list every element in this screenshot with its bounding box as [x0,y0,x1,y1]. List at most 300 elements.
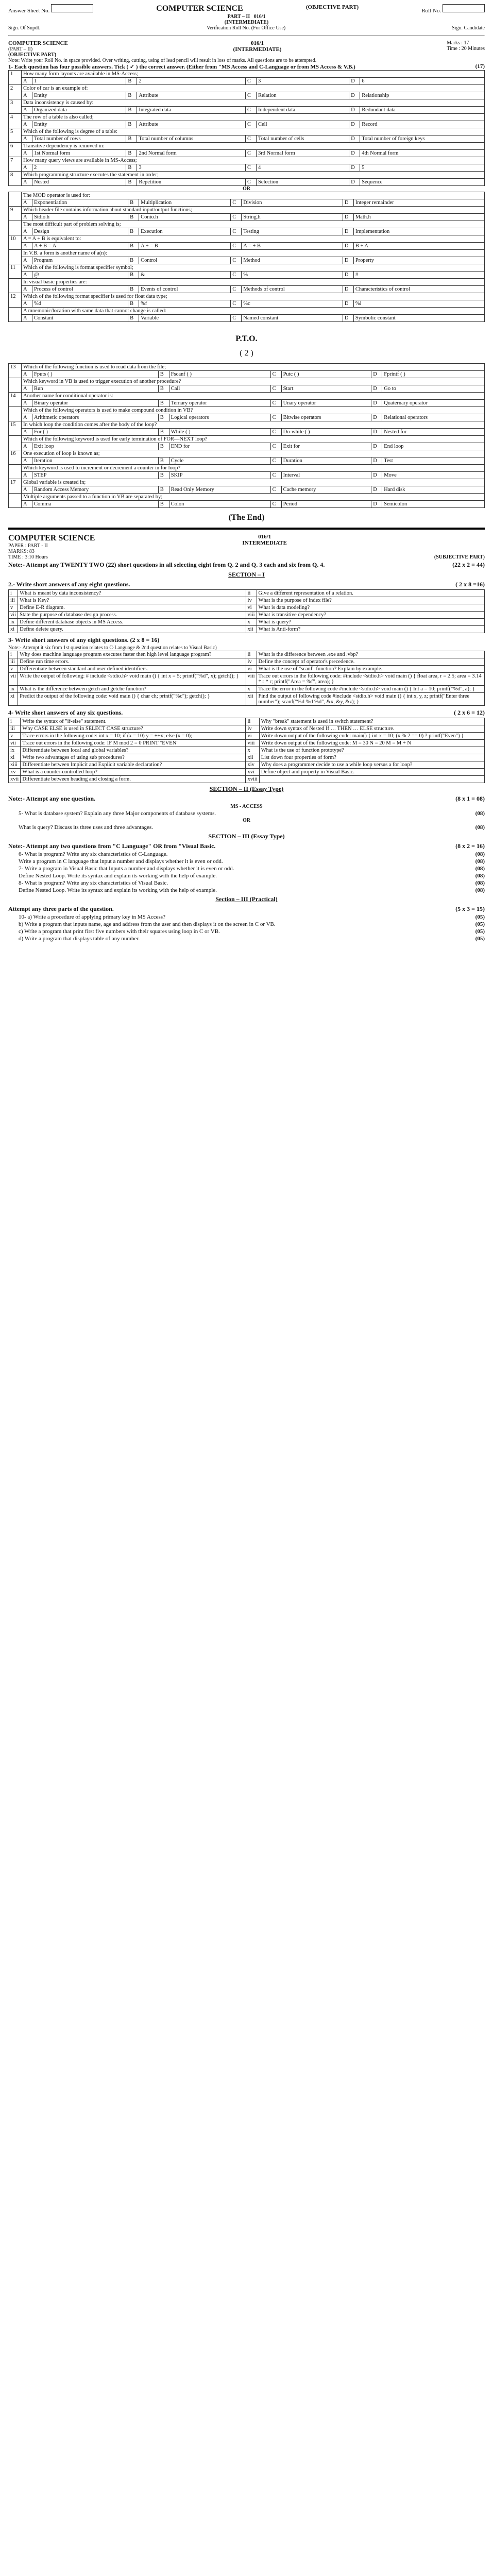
option-choice[interactable]: Division [242,199,343,207]
option-choice[interactable]: 3rd Normal form [257,150,349,157]
option-choice[interactable]: Multiplication [139,199,231,207]
question-number [9,407,22,421]
question-number: x [246,686,257,693]
option-choice[interactable]: Cell [257,121,349,128]
q5b: What is query? Discuss its three uses and three advantages. (08) [19,824,485,831]
option-choice[interactable]: Fprintf ( ) [382,371,485,378]
option-choice[interactable]: 2 [32,164,126,172]
option-letter: A [22,92,32,99]
question-number: i [9,718,21,725]
option-letter: B [126,92,137,99]
question-number [9,221,22,235]
section-1: SECTION – I [228,571,265,578]
option-letter: A [22,199,32,207]
option-choice[interactable]: Start [281,385,371,393]
option-letter: B [128,272,139,279]
mcq-options-row [9,400,485,407]
option-choice[interactable]: Call [169,385,270,393]
option-choice[interactable]: Exit loop [32,443,159,450]
short-question-row [9,619,485,626]
option-choice[interactable]: Redundant data [360,107,485,114]
question-text: Another name for conditional operator is: [22,393,485,400]
option-choice[interactable]: 4 [257,164,349,172]
mcq-question-row [9,364,485,371]
mcq-question-row [9,479,485,486]
question-text: The row of a table is also called; [22,114,485,121]
option-choice[interactable]: Testing [242,228,343,235]
mcq-table-2 [8,192,485,322]
option-choice[interactable]: Semicolon [382,501,485,508]
option-letter: B [128,199,139,207]
option-choice[interactable]: Exit for [281,443,371,450]
option-choice[interactable]: Independent data [257,107,349,114]
option-letter: A [22,107,32,114]
question-text: Write the syntax of "if-else" statement. [21,718,246,725]
option-choice[interactable]: Entity [32,92,126,99]
question-number: ii [246,590,257,597]
question-number: x [246,747,259,754]
roll-no: Roll No. [421,4,485,14]
option-choice[interactable]: Integer remainder [353,199,484,207]
question-text: What is the difference between getch and getche function? [18,686,246,693]
short-question-row [9,604,485,612]
question-text: Which header file contains information about standard input/output functions; [22,207,485,214]
option-letter: C [270,486,281,494]
mcq-question-row [9,421,485,429]
question-number: xiv [246,761,259,769]
option-choice[interactable]: Repetition [137,179,246,186]
option-choice[interactable]: Hard disk [382,486,485,494]
option-choice[interactable]: Logical operators [169,414,270,421]
option-letter: C [270,385,281,393]
option-letter: C [246,135,257,143]
option-letter: C [231,257,242,264]
option-choice[interactable]: Colon [169,501,270,508]
option-choice[interactable]: %i [353,300,484,308]
question-text: Trace errors in the following code: int x = 10; if (x = 10) y = ++x; else (x = 0); [21,733,246,740]
option-choice[interactable]: Named constant [242,315,343,322]
question-number [9,465,22,479]
option-choice[interactable]: While ( ) [169,429,270,436]
option-choice[interactable]: Execution [139,228,231,235]
option-choice[interactable]: Random Access Memory [32,486,159,494]
option-choice[interactable]: Attribute [137,92,246,99]
option-letter: B [126,135,137,143]
the-end: (The End) [228,513,265,522]
option-choice[interactable]: %c [242,300,343,308]
option-letter: A [22,214,32,221]
option-choice[interactable]: Go to [382,385,485,393]
option-choice[interactable]: Bitwise operators [281,414,371,421]
short-question-row [9,658,485,666]
question-number: iv [246,658,257,666]
q7: 7- Write a program in Visual Basic that Inputs a number and displays whether it is even or odd. (08) [19,866,485,872]
option-letter: B [128,286,139,293]
option-letter: D [371,443,382,450]
q3-title: 3- Write short answers of any eight questions. (2 x 8 = 16) [8,636,160,643]
question-number: vii [9,740,21,747]
option-choice[interactable]: 3 [257,78,349,85]
option-letter: C [270,472,281,479]
option-letter: C [246,121,257,128]
question-text: Define different database objects in MS Access. [18,619,246,626]
option-letter: D [371,385,382,393]
obj-note: Note: Write your Roll No. in space provided. Over writing, cutting, using of lead pencil will result in loss of marks. All questions are to be attempted. [8,58,317,63]
option-letter: D [349,135,360,143]
option-choice[interactable]: 1 [32,78,126,85]
option-choice[interactable]: Interval [281,472,371,479]
answer-sheet-no: Answer Sheet No. [8,4,93,14]
option-letter: C [270,501,281,508]
option-choice[interactable]: Quaternary operator [382,400,485,407]
question-number: 9 [9,207,22,221]
option-choice[interactable]: Cache memory [281,486,371,494]
mcq-options-row [9,228,485,235]
question-text: List down four properties of form? [259,754,484,761]
question-text: A mnemonic/location with same data that cannot change is called: [22,308,485,315]
question-text: Which keyword is used to increment or decrement a counter in for loop? [22,465,485,472]
option-letter: B [158,457,169,465]
option-choice[interactable]: Total number of rows [32,135,126,143]
question-number: 3 [9,99,22,114]
option-choice[interactable]: Property [353,257,484,264]
short-question-row [9,666,485,673]
option-letter: D [371,457,382,465]
mcq-question-row [9,207,485,214]
option-choice[interactable]: Period [281,501,371,508]
question-text: What is Anti-form? [257,626,484,633]
objective-header [8,4,485,14]
option-choice[interactable]: Iteration [32,457,159,465]
option-letter: C [246,179,257,186]
question-text: Write two advantages of using sub procedures? [21,754,246,761]
option-choice[interactable]: Design [32,228,128,235]
objective-label: (OBJECTIVE PART) [305,4,359,10]
question-text: Define object and property in Visual Basic. [259,769,484,776]
option-letter: A [22,300,32,308]
option-choice[interactable]: Duration [281,457,371,465]
question-number: xiii [9,761,21,769]
question-number [9,192,22,207]
option-letter: C [246,78,257,85]
question-text: How many form layouts are available in MS-Access; [22,71,485,78]
option-choice[interactable]: Symbolic constant [353,315,484,322]
option-choice[interactable]: Nested [32,179,126,186]
question-text: Write the output of following: # include <stdio.h> void main () { int x = 5; printf("%d", x); getch(); } [18,673,246,686]
option-letter: D [343,243,353,250]
option-letter: D [349,107,360,114]
option-choice[interactable]: Relational operators [382,414,485,421]
option-letter: B [158,472,169,479]
q2-table [8,589,485,633]
option-letter: C [231,272,242,279]
mcq-options-row [9,150,485,157]
q2-title: 2.- Write short answers of any eight questions. ( 2 x 8 =16) [8,581,485,588]
option-choice[interactable]: 2 [137,78,246,85]
mcq-options-row [9,135,485,143]
option-letter: D [371,429,382,436]
q6: 6- What is program? Write any six characteristics of C-Language. (08) [19,851,485,857]
mcq-options-row [9,179,485,186]
option-choice[interactable]: Record [360,121,485,128]
question-text: Differentiate between Implicit and Explicit variable declaration? [21,761,246,769]
question-number: 13 [9,364,22,378]
option-letter: D [343,228,353,235]
mcq-options-row [9,272,485,279]
question-text: Which of the following is degree of a table: [22,128,485,135]
option-letter: D [349,164,360,172]
option-choice[interactable]: Math.h [353,214,484,221]
option-letter: C [270,371,281,378]
option-letter: D [371,472,382,479]
option-letter: B [158,501,169,508]
mcq-options-row [9,443,485,450]
mcq-question-row [9,450,485,457]
question-number [9,279,22,293]
question-text: A = A + B is equivalent to: [22,235,485,243]
option-choice[interactable]: Read Only Memory [169,486,270,494]
option-letter: A [22,501,32,508]
option-choice[interactable]: Ternary operator [169,400,270,407]
option-choice[interactable]: Binary operator [32,400,159,407]
sec4-note: Attempt any three parts of the question. (5 x 3 = 15) [8,905,485,912]
question-number: 16 [9,450,22,465]
question-text: Differentiate between heading and closing a form. [21,776,246,783]
option-choice[interactable]: A + B = A [32,243,128,250]
question-number: xii [246,754,259,761]
option-letter: C [270,414,281,421]
sec3-note: Note:- Attempt any two questions from "C Language" OR from "Visual Basic. (8 x 2 = 16) [8,842,485,850]
question-number [9,436,22,450]
option-choice[interactable]: Constant [32,315,128,322]
short-question-row [9,733,485,740]
option-letter: A [22,121,32,128]
question-text: Which keyword in VB is used to trigger execution of another procedure? [22,378,485,385]
option-choice[interactable]: 2nd Normal form [137,150,246,157]
option-choice[interactable]: Test [382,457,485,465]
option-letter: A [22,257,32,264]
option-letter: D [349,78,360,85]
option-choice[interactable]: Characteristics of control [353,286,484,293]
option-letter: B [126,164,137,172]
option-letter: B [126,179,137,186]
option-choice[interactable]: Method [242,257,343,264]
mcq-question-row [9,407,485,414]
q10d: d) Write a program that displays table of any number. (05) [19,936,485,942]
option-choice[interactable]: Do-while ( ) [281,429,371,436]
question-number: iii [9,658,18,666]
option-choice[interactable]: Process of control [32,286,128,293]
option-choice[interactable]: Arithmetic operators [32,414,159,421]
pto: P.T.O. [235,334,258,343]
option-choice[interactable]: Attribute [137,121,246,128]
option-letter: B [158,371,169,378]
mcq-options-row [9,199,485,207]
option-choice[interactable]: END for [169,443,270,450]
question-number: vi [246,666,257,673]
q8: 8- What is program? Write any six characteristics of Visual Basic. (08) [19,880,485,886]
q6b: Write a program in C language that input a number and displays whether it is even or odd. (08) [19,858,485,865]
mcq-question-row [9,85,485,92]
option-letter: C [270,443,281,450]
option-choice[interactable]: Total number of columns [137,135,246,143]
option-letter: B [126,78,137,85]
option-choice[interactable]: Relationship [360,92,485,99]
option-choice[interactable]: Events of control [139,286,231,293]
option-letter: D [349,150,360,157]
option-choice[interactable]: Run [32,385,159,393]
question-text: Write down syntax of Nested If … THEN … ELSE structure. [259,725,484,733]
question-number: ix [9,686,18,693]
option-choice[interactable]: Selection [257,179,349,186]
question-text: What is the purpose of index file? [257,597,484,604]
option-choice[interactable]: Move [382,472,485,479]
option-choice[interactable]: Conio.h [139,214,231,221]
mcq-options-row [9,121,485,128]
option-letter: A [22,315,32,322]
option-choice[interactable]: Integrated data [137,107,246,114]
q1-instruction: 1- Each question has four possible answers. Tick ( ✓ ) the correct answer. (Either from "MS Access and C-Language or from MS Access & V.B.) (17) [8,63,485,70]
option-choice[interactable]: Comma [32,501,159,508]
question-number: 15 [9,421,22,436]
question-number: iv [246,725,259,733]
option-choice[interactable]: Implementation [353,228,484,235]
mcq-question-row [9,465,485,472]
question-text: Trace the error in the following code #include <stdio.h> void main () { Int a = 10; printf("%d", a); } [257,686,484,693]
option-letter: A [22,486,32,494]
question-number: v [9,733,21,740]
mcq-question-row [9,293,485,300]
mcq-question-row [9,172,485,179]
option-letter: D [343,272,353,279]
question-number: 4 [9,114,22,128]
mcq-question-row [9,99,485,107]
option-choice[interactable]: Exponentiation [32,199,128,207]
option-choice[interactable]: Unary operator [281,400,371,407]
option-choice[interactable]: Control [139,257,231,264]
option-choice[interactable]: Putc ( ) [281,371,371,378]
question-text: Transitive dependency is removed in: [22,143,485,150]
option-choice[interactable]: Entity [32,121,126,128]
mcq-options-row [9,257,485,264]
option-choice[interactable]: Total number of foreign keys [360,135,485,143]
question-text: Define the concept of operator's precedence. [257,658,484,666]
question-text: The MOD operator is used for: [22,192,485,199]
option-letter: B [158,429,169,436]
exam-page [8,0,485,947]
option-choice[interactable]: A + = B [139,243,231,250]
question-number [9,308,22,322]
option-choice[interactable]: 6 [360,78,485,85]
option-choice[interactable]: B + A [353,243,484,250]
question-text: Which programming structure executes the statement in order; [22,172,485,179]
option-choice[interactable]: Organized data [32,107,126,114]
question-number: iv [246,597,257,604]
question-text: One execution of loop is known as; [22,450,485,457]
option-choice[interactable]: End loop [382,443,485,450]
option-letter: B [128,214,139,221]
option-choice[interactable]: @ [32,272,128,279]
question-number: ii [246,651,257,658]
option-letter: D [343,257,353,264]
mcq-question-row [9,143,485,150]
option-choice[interactable]: A = + B [242,243,343,250]
question-text: Trace out errors in the following code: IF M mod 2 = 0 PRINT "EVEN" [21,740,246,747]
option-letter: A [22,228,32,235]
subjective-header: COMPUTER SCIENCE PAPER : PART - II MARKS: 83 TIME : 3:10 Hours 016/1 INTERMEDIATE (SUBJECTIVE PART) [8,534,485,560]
section-4: Section – III (Practical) [215,895,278,903]
option-choice[interactable]: Cycle [169,457,270,465]
option-choice[interactable]: Fputs ( ) [32,371,159,378]
option-letter: C [231,199,242,207]
option-letter: B [158,414,169,421]
option-letter: D [371,400,382,407]
question-text: What is the use of "scanf" function? Explain by example. [257,666,484,673]
short-question-row [9,776,485,783]
question-text: Predict the output of the following code: void main () { char ch; printf("%c"); getch(); } [18,693,246,706]
option-letter: D [371,486,382,494]
question-text: What is transitive dependency? [257,612,484,619]
option-choice[interactable]: % [242,272,343,279]
option-choice[interactable]: %f [139,300,231,308]
question-text: Trace out errors in the following code: #include <stdio.h> void main () { float area, r = 2.5; area = 3.14 * r * r; printf("Area = %f", area); } [257,673,484,686]
mcq-options-row [9,472,485,479]
option-choice[interactable]: Nested for [382,429,485,436]
option-choice[interactable]: For ( ) [32,429,159,436]
mcq-options-row [9,107,485,114]
option-choice[interactable]: SKIP [169,472,270,479]
option-letter: B [128,228,139,235]
q10a: 10- a) Write a procedure of applying primary key in MS Access? (05) [19,914,485,920]
mcq-options-row [9,385,485,393]
option-choice[interactable]: String.h [242,214,343,221]
option-choice[interactable]: 3 [137,164,246,172]
option-choice[interactable]: STEP [32,472,159,479]
option-choice[interactable]: Stdio.h [32,214,128,221]
option-choice[interactable]: Fscanf ( ) [169,371,270,378]
option-choice[interactable]: Sequence [360,179,485,186]
option-letter: A [22,243,32,250]
option-choice[interactable]: 5 [360,164,485,172]
option-letter: D [371,371,382,378]
short-question-row [9,651,485,658]
option-choice[interactable]: Methods of control [242,286,343,293]
q10b: b) Write a program that inputs name, age and address from the user and then displays it on the screen in C or VB. (05) [19,921,485,927]
option-letter: B [126,150,137,157]
option-choice[interactable]: 1st Normal form [32,150,126,157]
option-choice[interactable]: %d [32,300,128,308]
question-number: 8 [9,172,22,186]
question-text: Data inconsistency is caused by: [22,99,485,107]
option-choice[interactable]: & [139,272,231,279]
question-number: vi [246,733,259,740]
option-choice[interactable]: # [353,272,484,279]
option-choice[interactable]: 4th Normal form [360,150,485,157]
option-choice[interactable]: Variable [139,315,231,322]
option-choice[interactable]: Program [32,257,128,264]
question-text: Differentiate between standard and user defined identifiers. [18,666,246,673]
question-text: Multiple arguments passed to a function in VB are separated by; [22,494,485,501]
option-choice[interactable]: Relation [257,92,349,99]
question-text: What is Key? [18,597,246,604]
question-text: What is the difference between .exe and .vbp? [257,651,484,658]
question-text: Global variable is created in; [22,479,485,486]
question-text [259,776,484,783]
question-text: What is meant by data inconsistency? [18,590,246,597]
question-number: ii [246,718,259,725]
option-choice[interactable]: Total number of cells [257,135,349,143]
option-letter: B [128,300,139,308]
